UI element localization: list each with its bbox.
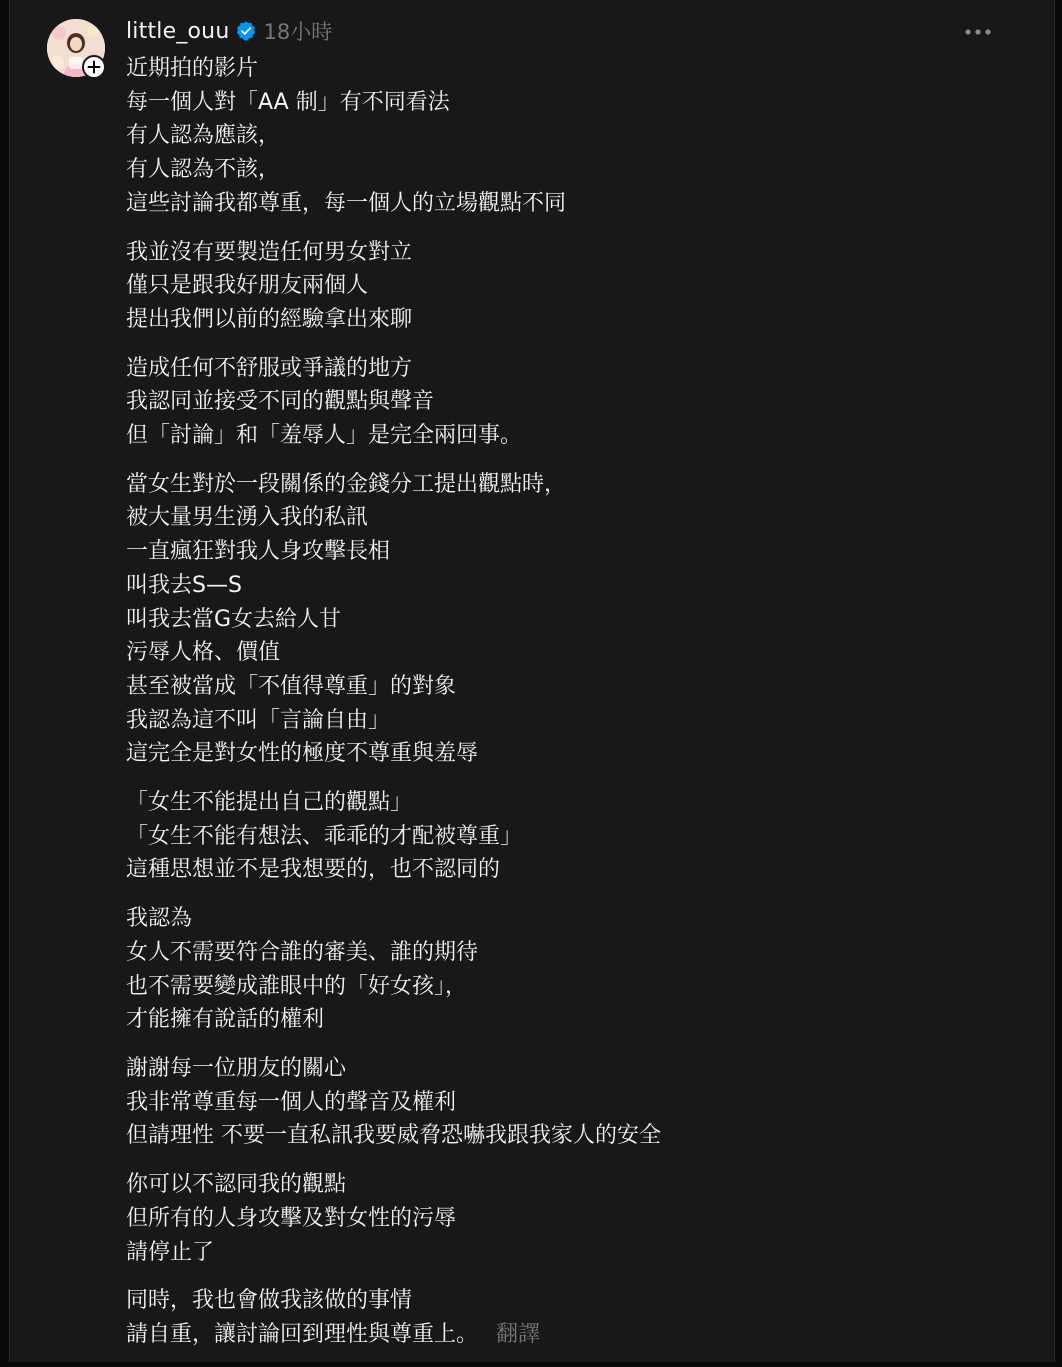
text-line: 被大量男生湧入我的私訊 xyxy=(126,505,369,531)
avatar-container[interactable] xyxy=(47,19,107,79)
paragraph-3 xyxy=(126,352,1026,453)
text-line: 但請理性 不要一直私訊我要威脅恐嚇我跟我家人的安全 xyxy=(126,1123,661,1149)
translate-button[interactable]: 翻譯 xyxy=(496,1321,541,1347)
text-line: 我並沒有要製造任何男女對立 xyxy=(126,239,413,265)
text-line: 這種思想並不是我想要的，也不認同的 xyxy=(126,857,501,883)
post-timestamp[interactable]: 18小時 xyxy=(263,20,333,44)
post-header xyxy=(126,14,332,48)
text-line: 我認同並接受不同的觀點與聲音 xyxy=(126,389,435,415)
username-link[interactable]: little_ouu xyxy=(126,18,230,44)
text-line: 當女生對於一段關係的金錢分工提出觀點時， xyxy=(126,471,567,497)
text-line: 污辱人格、價值 xyxy=(126,640,281,666)
text-line: 但「討論」和「羞辱人」是完全兩回事。 xyxy=(126,423,523,449)
text-line: 造成任何不舒服或爭議的地方 xyxy=(126,355,413,381)
text-line: 請停止了 xyxy=(126,1239,215,1265)
text-line: 「女生不能有想法、乖乖的才配被尊重」 xyxy=(126,823,523,849)
text-line: 同時，我也會做我該做的事情 xyxy=(126,1288,413,1314)
text-line: 有人認為應該， xyxy=(126,123,281,149)
paragraph-7 xyxy=(126,1052,1026,1153)
text-line: 你可以不認同我的觀點 xyxy=(126,1172,347,1198)
text-line: 一直瘋狂對我人身攻擊長相 xyxy=(126,539,391,565)
text-line: 叫我去S—S xyxy=(126,572,242,598)
more-options-icon[interactable] xyxy=(962,22,994,42)
text-line: 有人認為不該， xyxy=(126,157,281,183)
text-line: 我非常尊重每一個人的聲音及權利 xyxy=(126,1089,457,1115)
text-line-content: 請自重，讓討論回到理性與尊重上。 xyxy=(126,1321,479,1347)
paragraph-5 xyxy=(126,786,1026,887)
text-line: 叫我去當G女去給人甘 xyxy=(126,606,342,632)
paragraph-2 xyxy=(126,236,1026,337)
text-line: 這些討論我都尊重，每一個人的立場觀點不同 xyxy=(126,190,567,216)
text-line: 近期拍的影片 xyxy=(126,56,259,81)
text-line: 這完全是對女性的極度不尊重與羞辱 xyxy=(126,741,479,767)
text-line: 我認為這不叫「言論自由」 xyxy=(126,707,391,733)
text-line: 提出我們以前的經驗拿出來聊 xyxy=(126,306,413,332)
follow-button[interactable] xyxy=(82,55,106,79)
text-line: 我認為 xyxy=(126,906,193,932)
paragraph-1 xyxy=(126,52,1026,221)
paragraph-4 xyxy=(126,468,1026,771)
text-line: 甚至被當成「不值得尊重」的對象 xyxy=(126,673,457,699)
text-line: 每一個人對「AA 制」有不同看法 xyxy=(126,89,450,115)
verified-badge-icon xyxy=(235,20,257,42)
paragraph-8 xyxy=(126,1168,1026,1269)
text-line: 僅只是跟我好朋友兩個人 xyxy=(126,273,369,299)
paragraph-9 xyxy=(126,1284,1026,1351)
text-line: 謝謝每一位朋友的關心 xyxy=(126,1055,347,1081)
text-line-last xyxy=(126,1318,1026,1352)
text-line: 但所有的人身攻擊及對女性的污辱 xyxy=(126,1205,457,1231)
post-body xyxy=(126,52,1026,1367)
text-line: 「女生不能提出自己的觀點」 xyxy=(126,790,413,816)
text-line: 也不需要變成誰眼中的「好女孩」， xyxy=(126,973,468,999)
plus-icon xyxy=(84,57,104,77)
text-line: 女人不需要符合誰的審美、誰的期待 xyxy=(126,939,479,965)
thread-post xyxy=(9,0,1055,1362)
paragraph-6 xyxy=(126,902,1026,1037)
text-line: 才能擁有說話的權利 xyxy=(126,1007,325,1033)
